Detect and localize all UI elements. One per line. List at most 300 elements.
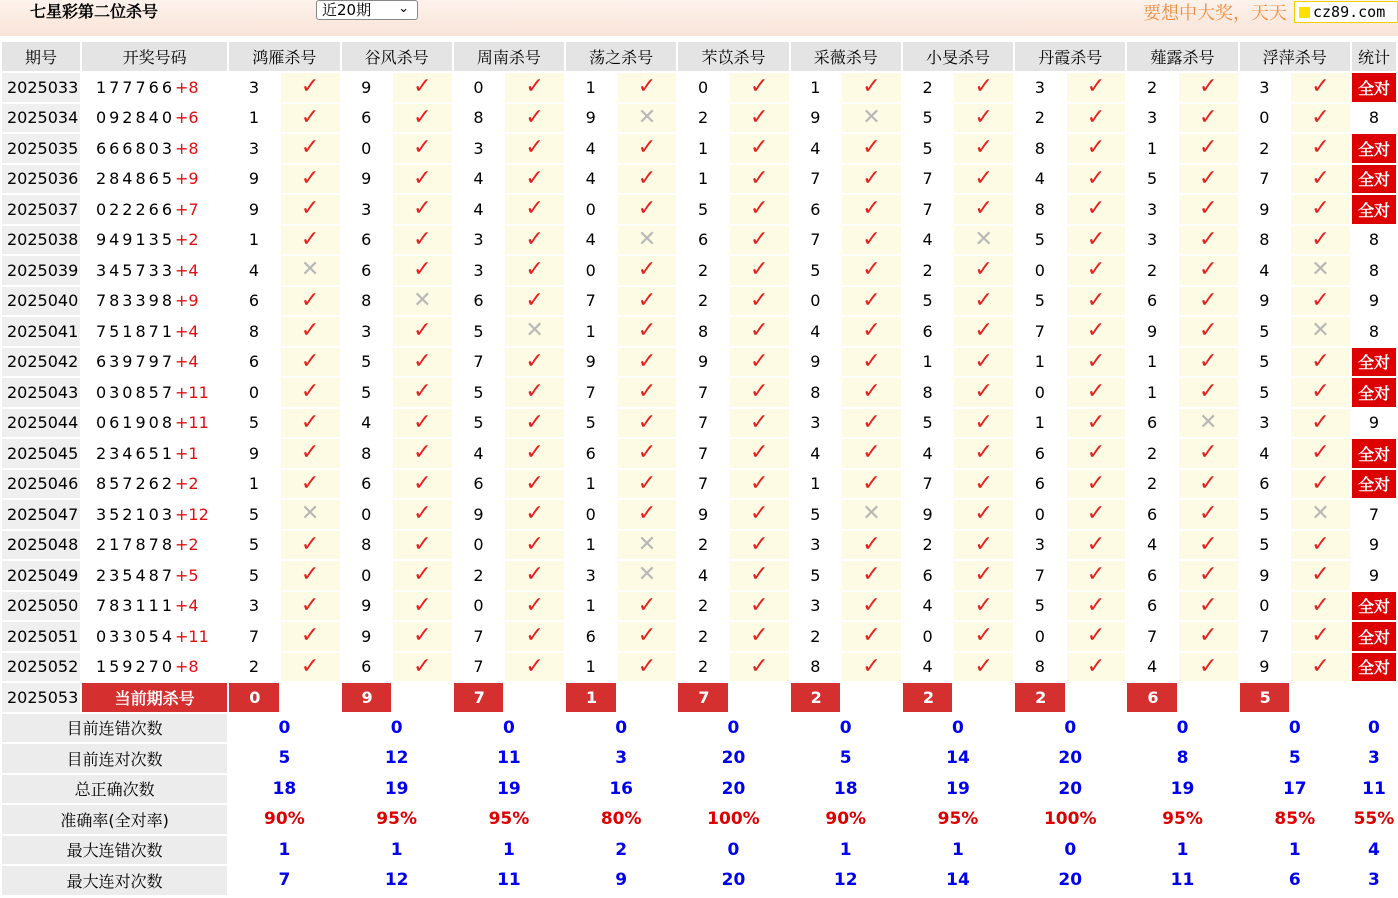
kill-number-cell: 9 [342, 73, 391, 102]
kill-number-cell: 3 [791, 531, 840, 560]
check-icon: ✓ [749, 135, 769, 161]
all-correct-badge: 全对 [1352, 348, 1396, 377]
kill-number-cell: 3 [229, 73, 278, 102]
kill-number-cell: 3 [791, 592, 840, 621]
stats-value: 85% [1240, 805, 1350, 834]
empty-cell [618, 683, 677, 712]
kill-number-cell: 5 [1240, 348, 1289, 377]
check-icon: ✓ [974, 409, 993, 435]
check-icon: ✓ [1199, 562, 1218, 588]
kill-number-cell: 8 [342, 287, 391, 316]
result-wrong-cell [1291, 500, 1350, 529]
kill-number-cell: 4 [678, 561, 727, 590]
result-correct-cell [393, 104, 452, 133]
kill-number-cell: 3 [1127, 226, 1176, 255]
check-icon: ✓ [1311, 440, 1330, 466]
check-icon: ✓ [300, 74, 320, 100]
result-correct-cell [842, 256, 901, 285]
table-header-row [2, 42, 1396, 71]
table-row [2, 226, 1396, 255]
result-correct-cell [618, 195, 677, 224]
result-wrong-cell [842, 500, 901, 529]
result-correct-cell [505, 500, 564, 529]
check-icon: ✓ [1311, 531, 1330, 557]
result-correct-cell [618, 470, 677, 499]
kill-number-cell: 7 [678, 378, 727, 407]
result-correct-cell [730, 165, 789, 194]
kill-number-cell: 6 [229, 348, 278, 377]
kill-number-cell: 0 [342, 134, 391, 163]
result-correct-cell [505, 592, 564, 621]
result-correct-cell [281, 622, 340, 651]
kill-number-cell: 6 [454, 470, 503, 499]
all-correct-badge: 全对 [1352, 592, 1396, 621]
kill-number-cell: 6 [342, 653, 391, 682]
kill-number-cell: 5 [229, 500, 278, 529]
result-correct-cell [505, 470, 564, 499]
kill-number-cell: 9 [229, 439, 278, 468]
kill-number-cell: 1 [566, 592, 615, 621]
check-icon: ✓ [862, 592, 881, 618]
kill-number-cell: 9 [229, 195, 278, 224]
cross-icon: ✕ [1311, 257, 1330, 283]
check-icon: ✓ [974, 348, 993, 374]
stats-value: 100% [678, 805, 788, 834]
check-icon: ✓ [749, 74, 769, 100]
check-icon: ✓ [413, 562, 432, 588]
result-correct-cell [842, 470, 901, 499]
result-correct-cell [505, 226, 564, 255]
cross-icon: ✕ [862, 501, 881, 527]
result-correct-cell [505, 348, 564, 377]
result-correct-cell [730, 561, 789, 590]
period-cell: 2025037 [2, 195, 80, 224]
stats-value: 20 [1015, 866, 1125, 895]
kill-number-cell: 3 [454, 226, 503, 255]
period-cell: 2025034 [2, 104, 80, 133]
check-icon: ✓ [1311, 379, 1330, 405]
draw-numbers: 022266 [95, 199, 176, 219]
check-icon: ✓ [637, 653, 657, 679]
current-kill-number: 1 [566, 683, 615, 712]
kill-number-cell: 4 [903, 653, 952, 682]
period-cell: 2025045 [2, 439, 80, 468]
kill-number-cell: 7 [791, 226, 840, 255]
check-icon: ✓ [749, 287, 769, 313]
kill-number-cell: 0 [342, 500, 391, 529]
stats-label: 最大连对次数 [2, 866, 227, 895]
empty-cell [393, 683, 452, 712]
period-cell: 2025047 [2, 500, 80, 529]
draw-numbers: 061908 [95, 413, 176, 433]
correct-count-cell: 9 [1352, 561, 1396, 590]
draw-bonus: +4 [175, 596, 199, 616]
check-icon: ✓ [1199, 470, 1218, 496]
draw-numbers: 030857 [95, 382, 176, 402]
kill-number-cell: 3 [454, 256, 503, 285]
result-correct-cell [842, 226, 901, 255]
current-kill-number: 7 [678, 683, 727, 712]
check-icon: ✓ [637, 623, 657, 649]
draw-numbers-cell [82, 317, 227, 346]
kill-number-cell: 8 [454, 104, 503, 133]
kill-number-cell: 7 [1240, 622, 1289, 651]
result-correct-cell [954, 409, 1013, 438]
check-icon: ✓ [749, 409, 769, 435]
result-correct-cell [618, 622, 677, 651]
result-correct-cell [730, 653, 789, 682]
kill-number-cell: 4 [903, 439, 952, 468]
kill-number-cell: 8 [342, 531, 391, 560]
cross-icon: ✕ [1311, 318, 1330, 344]
column-header: 小旻杀号 [903, 42, 1013, 71]
result-correct-cell [618, 409, 677, 438]
check-icon: ✓ [1199, 440, 1218, 466]
check-icon: ✓ [749, 104, 769, 130]
all-correct-badge: 全对 [1352, 378, 1396, 407]
cross-icon: ✕ [413, 287, 432, 313]
kill-number-cell: 9 [678, 500, 727, 529]
table-row [2, 378, 1396, 407]
check-icon: ✓ [974, 531, 993, 557]
stats-value: 1 [229, 836, 339, 865]
kill-number-cell: 5 [342, 378, 391, 407]
result-correct-cell [1291, 73, 1350, 102]
result-correct-cell [842, 653, 901, 682]
cross-icon: ✕ [637, 104, 657, 130]
kill-number-cell: 9 [566, 348, 615, 377]
result-correct-cell [1179, 226, 1238, 255]
result-wrong-cell [393, 287, 452, 316]
check-icon: ✓ [1311, 409, 1330, 435]
current-kill-number: 2 [791, 683, 840, 712]
check-icon: ✓ [637, 470, 657, 496]
table-row [2, 195, 1396, 224]
check-icon: ✓ [413, 440, 432, 466]
kill-number-cell: 5 [229, 561, 278, 590]
period-select[interactable] [316, 0, 418, 20]
stats-value: 20 [1015, 744, 1125, 773]
result-correct-cell [1291, 165, 1350, 194]
check-icon: ✓ [300, 623, 320, 649]
stats-value: 55% [1352, 805, 1396, 834]
period-cell: 2025041 [2, 317, 80, 346]
stats-value: 19 [342, 775, 452, 804]
check-icon: ✓ [1311, 562, 1330, 588]
stats-value: 4 [1352, 836, 1396, 865]
check-icon: ✓ [749, 257, 769, 283]
check-icon: ✓ [1311, 196, 1330, 222]
cross-icon: ✕ [637, 562, 657, 588]
check-icon: ✓ [974, 165, 993, 191]
check-icon: ✓ [1199, 653, 1218, 679]
check-icon: ✓ [862, 653, 881, 679]
result-correct-cell [842, 409, 901, 438]
kill-number-cell: 4 [342, 409, 391, 438]
kill-number-cell: 7 [566, 378, 615, 407]
kill-number-cell: 0 [1240, 592, 1289, 621]
stats-value: 95% [342, 805, 452, 834]
draw-numbers-cell [82, 531, 227, 560]
stats-value: 11 [454, 866, 564, 895]
period-cell: 2025051 [2, 622, 80, 651]
check-icon: ✓ [1086, 531, 1106, 557]
period-cell: 2025036 [2, 165, 80, 194]
check-icon: ✓ [1086, 348, 1106, 374]
check-icon: ✓ [1199, 501, 1218, 527]
empty-cell [842, 683, 901, 712]
kill-number-cell: 2 [903, 531, 952, 560]
site-logo[interactable] [1294, 1, 1398, 23]
check-icon: ✓ [1311, 348, 1330, 374]
check-icon: ✓ [525, 531, 544, 557]
kill-number-cell: 5 [566, 409, 615, 438]
result-correct-cell [954, 531, 1013, 560]
check-icon: ✓ [862, 318, 881, 344]
draw-bonus: +9 [175, 291, 199, 311]
kill-number-cell: 7 [566, 287, 615, 316]
table-row [2, 470, 1396, 499]
check-icon: ✓ [413, 501, 432, 527]
kill-number-cell: 4 [1240, 439, 1289, 468]
stats-value: 2 [566, 836, 676, 865]
check-icon: ✓ [413, 348, 432, 374]
kill-number-cell: 7 [678, 409, 727, 438]
check-icon: ✓ [749, 501, 769, 527]
check-icon: ✓ [413, 653, 432, 679]
kill-number-cell: 5 [1015, 592, 1064, 621]
result-correct-cell [1067, 317, 1126, 346]
result-correct-cell [618, 256, 677, 285]
result-correct-cell [730, 592, 789, 621]
draw-numbers-cell [82, 348, 227, 377]
kill-number-cell: 7 [903, 165, 952, 194]
result-correct-cell [1067, 195, 1126, 224]
check-icon: ✓ [862, 470, 881, 496]
check-icon: ✓ [300, 592, 320, 618]
kill-number-cell: 3 [791, 409, 840, 438]
kill-number-cell: 5 [791, 500, 840, 529]
stats-value: 0 [566, 714, 676, 743]
kill-number-cell: 3 [229, 592, 278, 621]
check-icon: ✓ [749, 196, 769, 222]
kill-number-cell: 0 [1015, 500, 1064, 529]
result-correct-cell [1291, 531, 1350, 560]
result-correct-cell [954, 439, 1013, 468]
check-icon: ✓ [413, 196, 432, 222]
result-correct-cell [954, 622, 1013, 651]
draw-numbers-cell [82, 622, 227, 651]
result-correct-cell [954, 592, 1013, 621]
result-correct-cell [393, 500, 452, 529]
check-icon: ✓ [637, 74, 657, 100]
stats-value: 17 [1240, 775, 1350, 804]
correct-count-cell: 9 [1352, 409, 1396, 438]
kill-number-cell: 3 [566, 561, 615, 590]
cross-icon: ✕ [525, 318, 544, 344]
check-icon: ✓ [1199, 531, 1218, 557]
kill-number-cell: 2 [1127, 470, 1176, 499]
result-correct-cell [1291, 287, 1350, 316]
result-correct-cell [281, 226, 340, 255]
all-correct-badge: 全对 [1352, 439, 1396, 468]
check-icon: ✓ [749, 318, 769, 344]
result-correct-cell [618, 134, 677, 163]
kill-number-cell: 0 [454, 73, 503, 102]
draw-numbers-cell [82, 592, 227, 621]
check-icon: ✓ [1199, 592, 1218, 618]
result-correct-cell [1067, 134, 1126, 163]
kill-number-cell: 5 [1240, 531, 1289, 560]
draw-numbers-cell [82, 287, 227, 316]
check-icon: ✓ [525, 287, 544, 313]
check-icon: ✓ [637, 257, 657, 283]
result-correct-cell [281, 592, 340, 621]
result-correct-cell [393, 348, 452, 377]
check-icon: ✓ [300, 287, 320, 313]
kill-number-cell: 0 [903, 622, 952, 651]
result-correct-cell [1179, 73, 1238, 102]
result-correct-cell [954, 104, 1013, 133]
all-correct-badge: 全对 [1352, 134, 1396, 163]
check-icon: ✓ [1199, 165, 1218, 191]
result-correct-cell [1179, 348, 1238, 377]
stats-value: 5 [229, 744, 339, 773]
check-icon: ✓ [974, 562, 993, 588]
logo-square-icon [1299, 7, 1310, 18]
result-correct-cell [1291, 470, 1350, 499]
check-icon: ✓ [413, 74, 432, 100]
result-correct-cell [730, 134, 789, 163]
result-correct-cell [1067, 561, 1126, 590]
result-correct-cell [618, 592, 677, 621]
result-correct-cell [281, 287, 340, 316]
check-icon: ✓ [525, 379, 544, 405]
result-correct-cell [842, 195, 901, 224]
check-icon: ✓ [749, 440, 769, 466]
result-correct-cell [1291, 348, 1350, 377]
kill-number-cell: 6 [903, 317, 952, 346]
check-icon: ✓ [974, 104, 993, 130]
kill-number-cell: 1 [566, 470, 615, 499]
result-correct-cell [1291, 561, 1350, 590]
empty-cell [1352, 683, 1396, 712]
stats-value: 95% [903, 805, 1013, 834]
result-correct-cell [393, 195, 452, 224]
draw-bonus: +4 [175, 352, 199, 372]
cross-icon: ✕ [1199, 409, 1218, 435]
period-cell: 2025052 [2, 653, 80, 682]
result-correct-cell [730, 378, 789, 407]
result-correct-cell [281, 165, 340, 194]
kill-number-cell: 7 [903, 195, 952, 224]
check-icon: ✓ [300, 470, 320, 496]
result-correct-cell [1067, 165, 1126, 194]
check-icon: ✓ [1199, 318, 1218, 344]
kill-number-cell: 8 [791, 378, 840, 407]
period-cell: 2025046 [2, 470, 80, 499]
draw-numbers-cell [82, 653, 227, 682]
current-kill-number: 0 [229, 683, 278, 712]
check-icon: ✓ [862, 562, 881, 588]
result-correct-cell [1179, 470, 1238, 499]
check-icon: ✓ [1199, 348, 1218, 374]
stats-value: 0 [1015, 836, 1125, 865]
result-correct-cell [842, 317, 901, 346]
check-icon: ✓ [1086, 501, 1106, 527]
kill-number-cell: 9 [229, 165, 278, 194]
kill-number-cell: 5 [342, 348, 391, 377]
kill-number-cell: 0 [1015, 256, 1064, 285]
check-icon: ✓ [637, 409, 657, 435]
kill-number-cell: 1 [791, 470, 840, 499]
result-correct-cell [281, 348, 340, 377]
current-kill-number: 2 [1015, 683, 1064, 712]
kill-number-cell: 2 [229, 653, 278, 682]
result-correct-cell [954, 378, 1013, 407]
check-icon: ✓ [1199, 135, 1218, 161]
check-icon: ✓ [974, 74, 993, 100]
kill-number-cell: 6 [678, 226, 727, 255]
result-correct-cell [1291, 409, 1350, 438]
column-header: 采薇杀号 [791, 42, 901, 71]
result-correct-cell [1179, 317, 1238, 346]
stats-value: 0 [342, 714, 452, 743]
check-icon: ✓ [974, 257, 993, 283]
check-icon: ✓ [862, 257, 881, 283]
current-kill-number: 2 [903, 683, 952, 712]
kill-number-cell: 6 [342, 470, 391, 499]
result-correct-cell [842, 348, 901, 377]
result-correct-cell [1291, 195, 1350, 224]
kill-number-cell: 5 [903, 134, 952, 163]
kill-number-cell: 1 [1015, 409, 1064, 438]
kill-number-cell: 7 [454, 348, 503, 377]
slogan-banner[interactable]: 要想中大奖，天天 [1143, 3, 1287, 24]
result-correct-cell [730, 256, 789, 285]
check-icon: ✓ [862, 226, 881, 252]
kill-number-cell: 4 [791, 134, 840, 163]
check-icon: ✓ [1199, 287, 1218, 313]
check-icon: ✓ [525, 104, 544, 130]
draw-numbers-cell [82, 226, 227, 255]
stats-value: 1 [1127, 836, 1237, 865]
stats-value: 12 [791, 866, 901, 895]
kill-number-cell: 0 [566, 500, 615, 529]
check-icon: ✓ [862, 623, 881, 649]
result-correct-cell [842, 165, 901, 194]
kill-number-cell: 7 [1015, 317, 1064, 346]
kill-number-cell: 6 [1127, 500, 1176, 529]
draw-numbers-cell [82, 561, 227, 590]
result-correct-cell [393, 561, 452, 590]
result-correct-cell [505, 439, 564, 468]
draw-numbers: 159270 [95, 657, 176, 677]
result-correct-cell [1291, 439, 1350, 468]
kill-number-cell: 9 [342, 622, 391, 651]
table-row [2, 439, 1396, 468]
check-icon: ✓ [1311, 653, 1330, 679]
draw-numbers: 217878 [95, 535, 176, 555]
kill-number-cell: 4 [1240, 256, 1289, 285]
kill-number-cell: 4 [791, 439, 840, 468]
period-cell: 2025040 [2, 287, 80, 316]
draw-numbers: 751871 [95, 321, 176, 341]
kill-number-cell: 6 [791, 195, 840, 224]
check-icon: ✓ [862, 379, 881, 405]
result-correct-cell [281, 653, 340, 682]
check-icon: ✓ [1086, 440, 1106, 466]
